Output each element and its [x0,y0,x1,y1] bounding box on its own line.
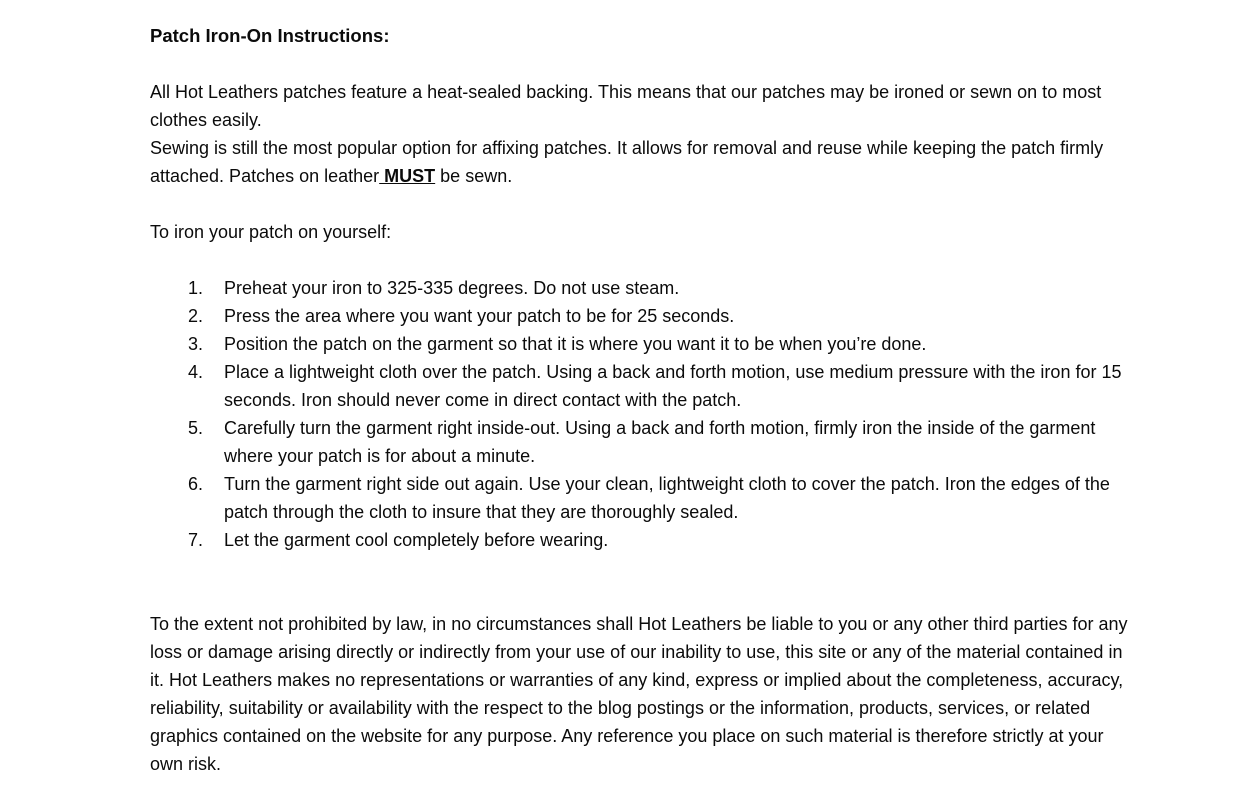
intro-paragraph-2 [150,134,1128,190]
step-text: Place a lightweight cloth over the patch. Using a back and forth motion, use medium pressure with the iron for 15 seconds. Iron should never come in direct contact with the patch. [224,362,1122,410]
step-number: 2. [188,306,204,326]
step-item-4 [150,358,1128,414]
step-number: 3. [188,334,204,354]
step-text: Press the area where you want your patch to be for 25 seconds. [224,306,735,326]
step-text: Carefully turn the garment right inside-out. Using a back and forth motion, firmly iron the inside of the garment where your patch is for about a minute. [224,418,1096,466]
intro-paragraph-2-pre: Sewing is still the most popular option for affixing patches. It allows for removal and reuse while keeping the patch firmly attached. Patches on leather [150,138,1104,186]
steps-list [150,274,1128,554]
step-text: Turn the garment right side out again. Use your clean, lightweight cloth to cover the patch. Iron the edges of the patch through the cloth to insure that they are thoroughly sealed. [224,474,1110,522]
list-heading: To iron your patch on yourself: [150,222,392,242]
step-text: Position the patch on the garment so that it is where you want it to be when you’re done. [224,334,927,354]
document-content [150,22,1128,778]
step-number: 4. [188,362,204,382]
must-emphasis: MUST [379,166,436,186]
step-number: 6. [188,474,204,494]
step-number: 7. [188,530,204,550]
disclaimer-paragraph: To the extent not prohibited by law, in no circumstances shall Hot Leathers be liable to you or any other third parties for any loss or damage arising directly or indirectly from your use of our inability to use, this site or any of the material contained in it. Hot Leathers makes no representations or warranties of any kind, express or implied about the completeness, accuracy, reliability, suitability or availability with the respect to the blog postings or the information, products, services, or related graphics contained on the website for any purpose. Any reference you place on such material is therefore strictly at your own risk. [150,614,1128,774]
step-text: Let the garment cool completely before wearing. [224,530,609,550]
intro-paragraph-1: All Hot Leathers patches feature a heat-sealed backing. This means that our patches may be ironed or sewn on to most clothes easily. [150,82,1102,130]
step-item-5 [150,414,1128,470]
page-title: Patch Iron-On Instructions: [150,25,390,46]
step-item-1 [150,274,1128,302]
step-number: 5. [188,418,204,438]
step-number: 1. [188,278,204,298]
step-item-2 [150,302,1128,330]
step-item-3 [150,330,1128,358]
step-text: Preheat your iron to 325-335 degrees. Do not use steam. [224,278,680,298]
step-item-6 [150,470,1128,526]
intro-paragraph-2-post: be sewn. [435,166,513,186]
step-item-7 [150,526,1128,554]
